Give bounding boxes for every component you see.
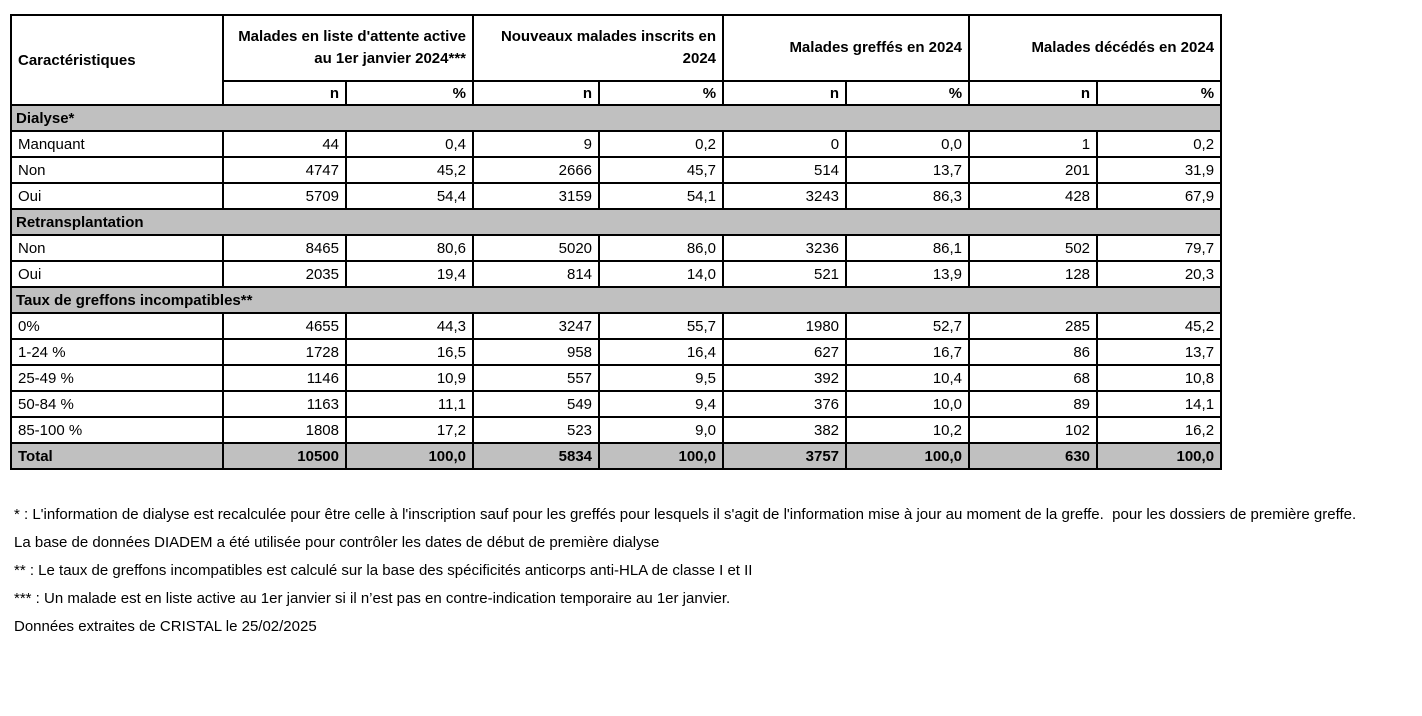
cell-value: 16,5: [346, 339, 473, 365]
cell-value: 3757: [723, 443, 846, 469]
table-body: [11, 105, 1221, 469]
footnote-dialysis: * : L'information de dialyse est recalculée pour être celle à l'inscription sauf pour les greffés pour lesquels il s'agit de l'information mise à jour au moment de la greffe. pour les dossiers de première greffe.: [14, 506, 1357, 523]
section-title: Taux de greffons incompatibles**: [11, 287, 1221, 313]
cell-value: 16,4: [599, 339, 723, 365]
cell-value: 958: [473, 339, 599, 365]
cell-value: 14,1: [1097, 391, 1221, 417]
cell-value: 44: [223, 131, 346, 157]
cell-value: 67,9: [1097, 183, 1221, 209]
cell-value: 20,3: [1097, 261, 1221, 287]
cell-value: 2666: [473, 157, 599, 183]
cell-value: 86: [969, 339, 1097, 365]
cell-value: 54,1: [599, 183, 723, 209]
section-title: Retransplantation: [11, 209, 1221, 235]
subheader-n: n: [723, 81, 846, 105]
cell-value: 0,2: [1097, 131, 1221, 157]
cell-value: 0,4: [346, 131, 473, 157]
cell-value: 0: [723, 131, 846, 157]
row-label: Non: [11, 235, 223, 261]
group-header-new-patients: Nouveaux malades inscrits en 2024: [473, 15, 723, 81]
cell-value: 10500: [223, 443, 346, 469]
total-label: Total: [11, 443, 223, 469]
cell-value: 9,4: [599, 391, 723, 417]
table-row: [11, 365, 1221, 391]
footnote-data-extraction: Données extraites de CRISTAL le 25/02/2025: [14, 618, 317, 635]
cell-value: 11,1: [346, 391, 473, 417]
cell-value: 102: [969, 417, 1097, 443]
cell-value: 10,8: [1097, 365, 1221, 391]
group-header-deceased: Malades décédés en 2024: [969, 15, 1221, 81]
cell-value: 45,2: [1097, 313, 1221, 339]
table-row: [11, 183, 1221, 209]
cell-value: 14,0: [599, 261, 723, 287]
cell-value: 13,7: [846, 157, 969, 183]
cell-value: 3236: [723, 235, 846, 261]
row-label: Oui: [11, 261, 223, 287]
cell-value: 1163: [223, 391, 346, 417]
cell-value: 3247: [473, 313, 599, 339]
cell-value: 45,2: [346, 157, 473, 183]
cell-value: 2035: [223, 261, 346, 287]
cell-value: 10,2: [846, 417, 969, 443]
subheader-pct: %: [599, 81, 723, 105]
statistics-table: [10, 14, 1222, 470]
cell-value: 5709: [223, 183, 346, 209]
cell-value: 86,1: [846, 235, 969, 261]
cell-value: 86,3: [846, 183, 969, 209]
cell-value: 100,0: [846, 443, 969, 469]
cell-value: 5020: [473, 235, 599, 261]
cell-value: 17,2: [346, 417, 473, 443]
row-label: Manquant: [11, 131, 223, 157]
cell-value: 13,7: [1097, 339, 1221, 365]
row-label: 50-84 %: [11, 391, 223, 417]
table-header: [11, 15, 1221, 105]
cell-value: 502: [969, 235, 1097, 261]
cell-value: 128: [969, 261, 1097, 287]
cell-value: 8465: [223, 235, 346, 261]
cell-value: 549: [473, 391, 599, 417]
table-row: [11, 131, 1221, 157]
cell-value: 3159: [473, 183, 599, 209]
cell-value: 1808: [223, 417, 346, 443]
cell-value: 10,0: [846, 391, 969, 417]
cell-value: 392: [723, 365, 846, 391]
cell-value: 55,7: [599, 313, 723, 339]
section-title: Dialyse*: [11, 105, 1221, 131]
cell-value: 4655: [223, 313, 346, 339]
cell-value: 19,4: [346, 261, 473, 287]
cell-value: 3243: [723, 183, 846, 209]
subheader-n: n: [473, 81, 599, 105]
cell-value: 89: [969, 391, 1097, 417]
cell-value: 5834: [473, 443, 599, 469]
cell-value: 52,7: [846, 313, 969, 339]
cell-value: 201: [969, 157, 1097, 183]
cell-value: 557: [473, 365, 599, 391]
cell-value: 0,2: [599, 131, 723, 157]
cell-value: 285: [969, 313, 1097, 339]
subheader-n: n: [969, 81, 1097, 105]
footnotes: [14, 506, 1419, 636]
table-row: [11, 235, 1221, 261]
footnote-diadem: La base de données DIADEM a été utilisée pour contrôler les dates de début de première dialyse: [14, 534, 660, 551]
cell-value: 630: [969, 443, 1097, 469]
cell-value: 100,0: [1097, 443, 1221, 469]
cell-value: 1728: [223, 339, 346, 365]
section-row: [11, 105, 1221, 131]
subheader-pct: %: [346, 81, 473, 105]
row-label: 0%: [11, 313, 223, 339]
cell-value: 16,7: [846, 339, 969, 365]
table-row: [11, 391, 1221, 417]
cell-value: 376: [723, 391, 846, 417]
group-header-transplanted: Malades greffés en 2024: [723, 15, 969, 81]
total-row: [11, 443, 1221, 469]
cell-value: 80,6: [346, 235, 473, 261]
cell-value: 521: [723, 261, 846, 287]
group-header-waiting-list: Malades en liste d'attente active au 1er janvier 2024***: [223, 15, 473, 81]
cell-value: 523: [473, 417, 599, 443]
row-label: 25-49 %: [11, 365, 223, 391]
table-row: [11, 417, 1221, 443]
cell-value: 514: [723, 157, 846, 183]
cell-value: 428: [969, 183, 1097, 209]
cell-value: 9,5: [599, 365, 723, 391]
row-label: 1-24 %: [11, 339, 223, 365]
cell-value: 10,9: [346, 365, 473, 391]
cell-value: 100,0: [599, 443, 723, 469]
cell-value: 1146: [223, 365, 346, 391]
cell-value: 382: [723, 417, 846, 443]
characteristics-header: Caractéristiques: [11, 15, 223, 105]
table-row: [11, 339, 1221, 365]
group-header-row: [11, 15, 1221, 81]
cell-value: 1980: [723, 313, 846, 339]
cell-value: 31,9: [1097, 157, 1221, 183]
cell-value: 45,7: [599, 157, 723, 183]
cell-value: 9: [473, 131, 599, 157]
footnote-incompatible-grafts: ** : Le taux de greffons incompatibles est calculé sur la base des spécificités anticorps anti-HLA de classe I et II: [14, 562, 753, 579]
section-row: [11, 209, 1221, 235]
table-row: [11, 261, 1221, 287]
cell-value: 814: [473, 261, 599, 287]
cell-value: 1: [969, 131, 1097, 157]
table-row: [11, 157, 1221, 183]
cell-value: 0,0: [846, 131, 969, 157]
cell-value: 4747: [223, 157, 346, 183]
table-row: [11, 313, 1221, 339]
footnote-active-list: *** : Un malade est en liste active au 1er janvier si il n’est pas en contre-indication temporaire au 1er janvier.: [14, 590, 731, 607]
cell-value: 9,0: [599, 417, 723, 443]
subheader-n: n: [223, 81, 346, 105]
cell-value: 54,4: [346, 183, 473, 209]
cell-value: 13,9: [846, 261, 969, 287]
cell-value: 44,3: [346, 313, 473, 339]
cell-value: 86,0: [599, 235, 723, 261]
cell-value: 100,0: [346, 443, 473, 469]
cell-value: 79,7: [1097, 235, 1221, 261]
cell-value: 10,4: [846, 365, 969, 391]
section-row: [11, 287, 1221, 313]
cell-value: 68: [969, 365, 1097, 391]
subheader-pct: %: [1097, 81, 1221, 105]
row-label: Non: [11, 157, 223, 183]
row-label: 85-100 %: [11, 417, 223, 443]
row-label: Oui: [11, 183, 223, 209]
subheader-pct: %: [846, 81, 969, 105]
cell-value: 16,2: [1097, 417, 1221, 443]
cell-value: 627: [723, 339, 846, 365]
